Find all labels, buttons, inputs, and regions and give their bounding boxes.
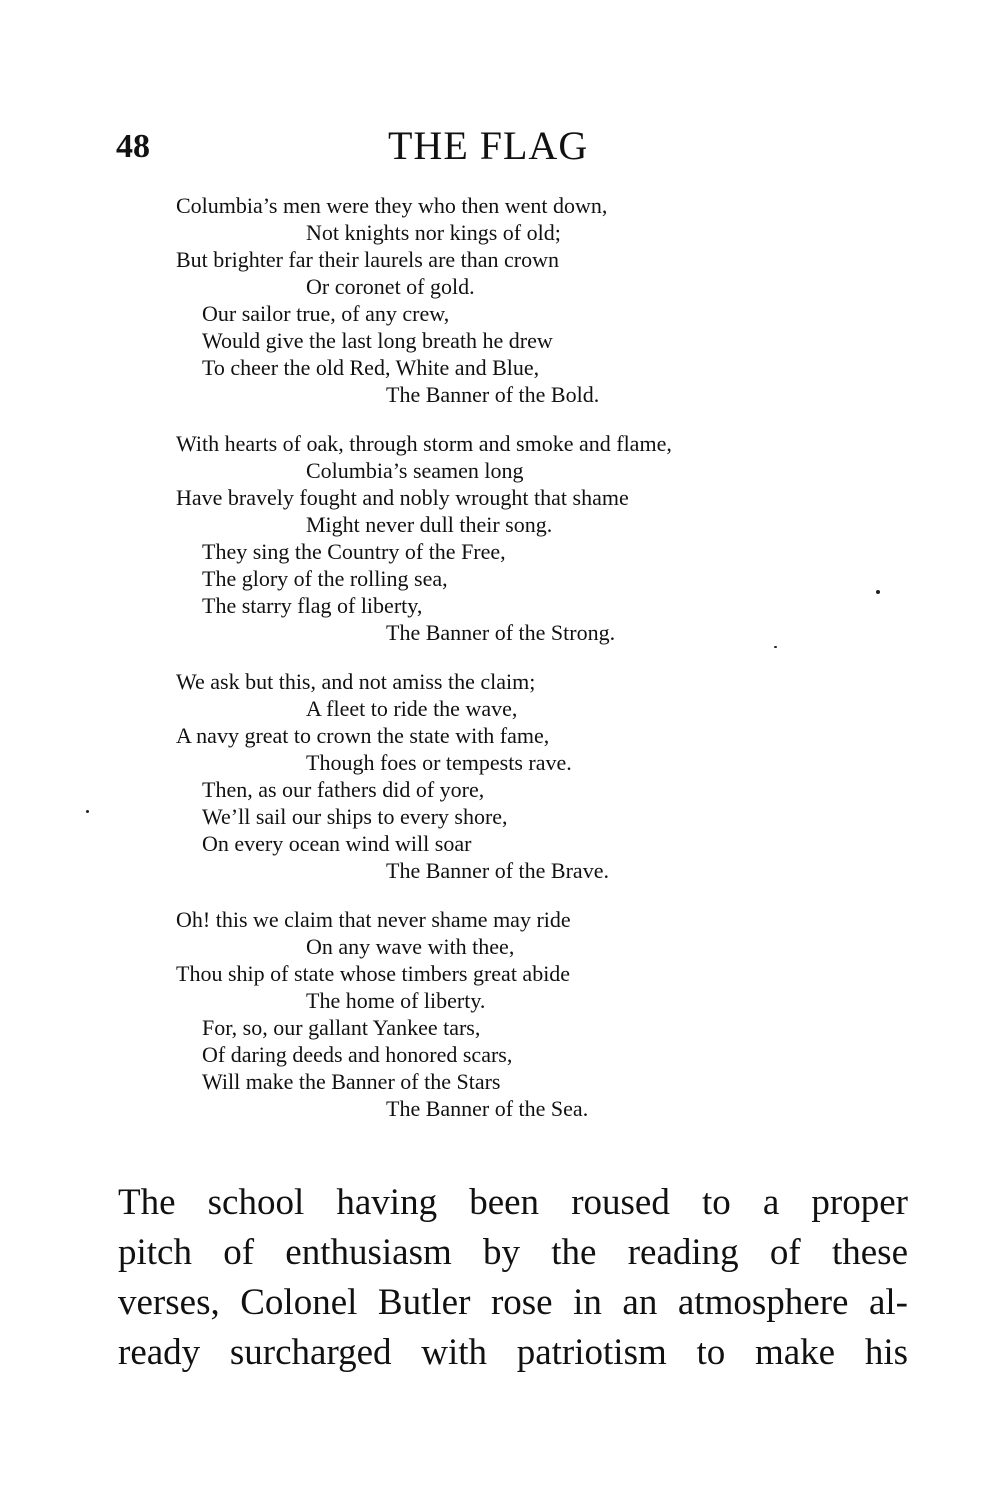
- prose-paragraph: [118, 1178, 908, 1378]
- poem-line: Oh! this we claim that never shame may ride: [176, 907, 571, 932]
- stanza: [176, 430, 896, 646]
- poem-line: They sing the Country of the Free,: [202, 539, 506, 564]
- poem-line: For, so, our gallant Yankee tars,: [202, 1015, 481, 1040]
- prose-line: The school having been roused to a proper: [118, 1182, 908, 1223]
- prose-line: pitch of enthusiasm by the reading of these: [118, 1232, 908, 1273]
- poem-line: Though foes or tempests rave.: [306, 750, 572, 775]
- poem-line: Will make the Banner of the Stars: [202, 1069, 501, 1094]
- poem-line: The starry flag of liberty,: [202, 593, 423, 618]
- prose-line: ready surcharged with patriotism to make his: [118, 1332, 908, 1373]
- poem-line: On every ocean wind will soar: [202, 831, 472, 856]
- poem-line: With hearts of oak, through storm and smoke and flame,: [176, 431, 672, 456]
- stanza: [176, 192, 896, 408]
- poem-line: Columbia’s men were they who then went down,: [176, 193, 608, 218]
- poem-line: The Banner of the Strong.: [386, 620, 616, 645]
- poem-line: Columbia’s seamen long: [306, 458, 524, 483]
- poem-line: Might never dull their song.: [306, 512, 553, 537]
- poem-line: Not knights nor kings of old;: [306, 220, 561, 245]
- poem-line: On any wave with thee,: [306, 934, 515, 959]
- poem-line: The Banner of the Sea.: [386, 1096, 589, 1121]
- poem-line: Our sailor true, of any crew,: [202, 301, 450, 326]
- page-number: 48: [116, 128, 150, 165]
- poem-line: Have bravely fought and nobly wrought that shame: [176, 485, 629, 510]
- poem: [176, 192, 896, 1144]
- poem-line: A fleet to ride the wave,: [306, 696, 518, 721]
- print-speck: [86, 810, 89, 813]
- poem-line: The Banner of the Bold.: [386, 382, 600, 407]
- poem-line: To cheer the old Red, White and Blue,: [202, 355, 540, 380]
- poem-line: A navy great to crown the state with fame,: [176, 723, 550, 748]
- running-head: THE FLAG: [388, 123, 589, 168]
- poem-line: Of daring deeds and honored scars,: [202, 1042, 513, 1067]
- stanza: [176, 906, 896, 1122]
- poem-line: But brighter far their laurels are than crown: [176, 247, 560, 272]
- print-speck: [876, 590, 880, 594]
- print-speck: [774, 646, 777, 648]
- stanza: [176, 668, 896, 884]
- poem-line: Thou ship of state whose timbers great abide: [176, 961, 571, 986]
- poem-line: Would give the last long breath he drew: [202, 328, 553, 353]
- poem-line: The Banner of the Brave.: [386, 858, 609, 883]
- poem-line: Or coronet of gold.: [306, 274, 475, 299]
- prose-line: verses, Colonel Butler rose in an atmosphere al-: [118, 1282, 908, 1323]
- poem-line: The glory of the rolling sea,: [202, 566, 448, 591]
- poem-line: We’ll sail our ships to every shore,: [202, 804, 508, 829]
- poem-line: The home of liberty.: [306, 988, 486, 1013]
- poem-line: We ask but this, and not amiss the claim;: [176, 669, 536, 694]
- poem-line: Then, as our fathers did of yore,: [202, 777, 485, 802]
